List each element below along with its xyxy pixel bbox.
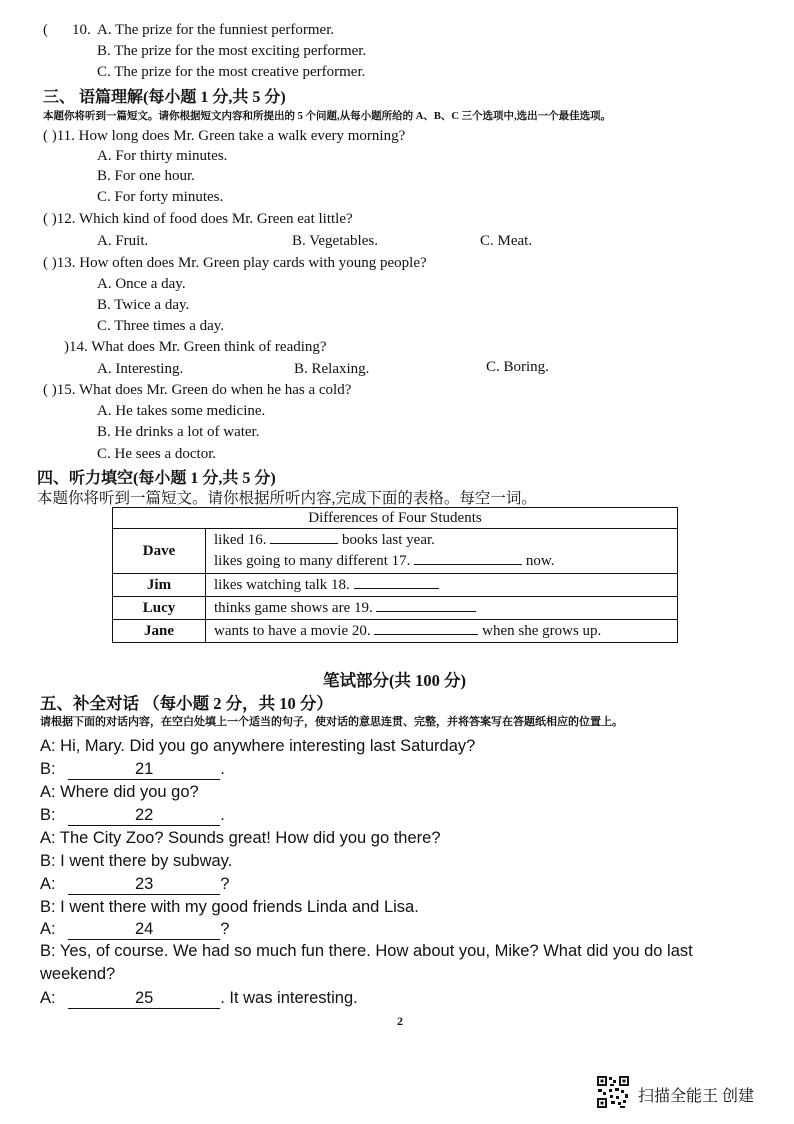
blank-23[interactable]: 23 [68,875,220,895]
blank-19[interactable] [376,611,476,612]
dialog-line-10: B: Yes, of course. We had so much fun there. How about you, Mike? What did you do last [40,942,693,960]
dave-line1-before: liked 16. [214,532,267,548]
q11-option-a: A. For thirty minutes. [97,148,228,164]
blank-17[interactable] [414,564,522,565]
row-dave-content [206,529,678,574]
blank-22[interactable]: 22 [68,806,220,826]
line-end: ? [220,920,230,938]
q15-option-a: A. He takes some medicine. [97,403,266,419]
blank-18[interactable] [354,588,439,589]
q10-number: 10. [72,22,91,38]
footer-app-name: 扫描全能王 创建 [638,1088,755,1105]
dialog-line-22 [40,806,225,826]
q10-option-b: B. The prize for the most exciting performer. [97,43,367,59]
q12-stem: ( )12. Which kind of food does Mr. Green eat little? [43,211,353,227]
q14-option-c: C. Boring. [486,359,549,375]
blank-25[interactable]: 25 [68,989,220,1009]
q13-option-b: B. Twice a day. [97,297,190,313]
blank-24[interactable]: 24 [68,920,220,940]
row-name-dave: Dave [113,529,206,574]
speaker: A: [40,989,56,1007]
line-end: . [220,760,225,778]
qr-code-icon [596,1075,630,1109]
lucy-line-before: thinks game shows are 19. [214,599,373,616]
q15-stem: ( )15. What does Mr. Green do when he has a cold? [43,382,352,398]
section5-instruction: 请根据下面的对话内容，在空白处填上一个适当的句子，使对话的意思连贯、完整，并将答案写在答题纸相应的位置上。 [40,716,623,728]
q12-option-a: A. Fruit. [97,233,149,249]
jane-line-after: when she grows up. [482,622,602,639]
q14-option-b: B. Relaxing. [294,361,370,377]
dialog-line-1: A: Hi, Mary. Did you go anywhere interesting last Saturday? [40,737,476,755]
blank-21[interactable]: 21 [68,760,220,780]
dave-line2-before: likes going to many different 17. [214,553,411,569]
q12-option-c: C. Meat. [480,233,533,249]
dialog-line-3: A: Where did you go? [40,783,199,801]
line-end: ? [220,875,230,893]
q10-paren: ( [43,22,48,38]
speaker: A: [40,920,56,938]
blank-20[interactable] [374,634,478,635]
section4-instruction: 本题你将听到一篇短文。请你根据所听内容,完成下面的表格。每空一词。 [37,490,537,507]
written-part-title: 笔试部分(共 100 分) [323,671,466,690]
section5-title: 五、补全对话 （每小题 2 分，共 10 分） [40,694,333,713]
q11-stem: ( )11. How long does Mr. Green take a walk every morning? [43,128,406,144]
row-jim-content [206,574,678,597]
differences-table [112,507,678,643]
q13-option-c: C. Three times a day. [97,318,225,334]
row-name-jim: Jim [113,574,206,597]
q13-option-a: A. Once a day. [97,276,186,292]
q11-option-c: C. For forty minutes. [97,189,224,205]
dialog-line-6: B: I went there by subway. [40,852,233,870]
row-name-jane: Jane [113,620,206,643]
speaker: B: [40,806,56,824]
q13-stem: ( )13. How often does Mr. Green play cards with young people? [43,255,427,271]
section3-title: 三、 语篇理解(每小题 1 分,共 5 分) [43,89,286,106]
dialog-line-8: B: I went there with my good friends Linda and Lisa. [40,898,419,916]
line-end: . [220,806,225,824]
row-jane-content [206,620,678,643]
speaker: A: [40,875,56,893]
q10-option-a: A. The prize for the funniest performer. [97,22,335,38]
dialog-line-5: A: The City Zoo? Sounds great! How did you go there? [40,829,441,847]
speaker: B: [40,760,56,778]
page-number: 2 [397,1014,403,1028]
row-lucy-content [206,597,678,620]
section3-instruction: 本题你将听到一篇短文。请你根据短文内容和所提出的 5 个问题,从每小题所给的 A、B、C 三个选项中,选出一个最佳选项。 [43,111,612,122]
dialog-line-23 [40,875,229,895]
q15-option-b: B. He drinks a lot of water. [97,424,260,440]
row-name-lucy: Lucy [113,597,206,620]
q12-option-b: B. Vegetables. [292,233,378,249]
jim-line-before: likes watching talk 18. [214,576,350,593]
table-title: Differences of Four Students [113,508,678,529]
dialog-line-11: weekend? [40,965,116,983]
dave-line1-after: books last year. [342,532,435,548]
dialog-line-25 [40,989,358,1009]
dave-line2-after: now. [525,553,555,569]
jane-line-before: wants to have a movie 20. [214,622,371,639]
q14-stem: )14. What does Mr. Green think of reading? [64,339,327,355]
dialog-line-21 [40,760,225,780]
q11-option-b: B. For one hour. [97,168,195,184]
q10-option-c: C. The prize for the most creative performer. [97,64,366,80]
line-end: . It was interesting. [220,989,358,1007]
q14-option-a: A. Interesting. [97,361,184,377]
q15-option-c: C. He sees a doctor. [97,446,217,462]
blank-16[interactable] [270,543,338,544]
dialog-line-24 [40,920,229,940]
section4-title: 四、听力填空(每小题 1 分,共 5 分) [37,470,276,487]
